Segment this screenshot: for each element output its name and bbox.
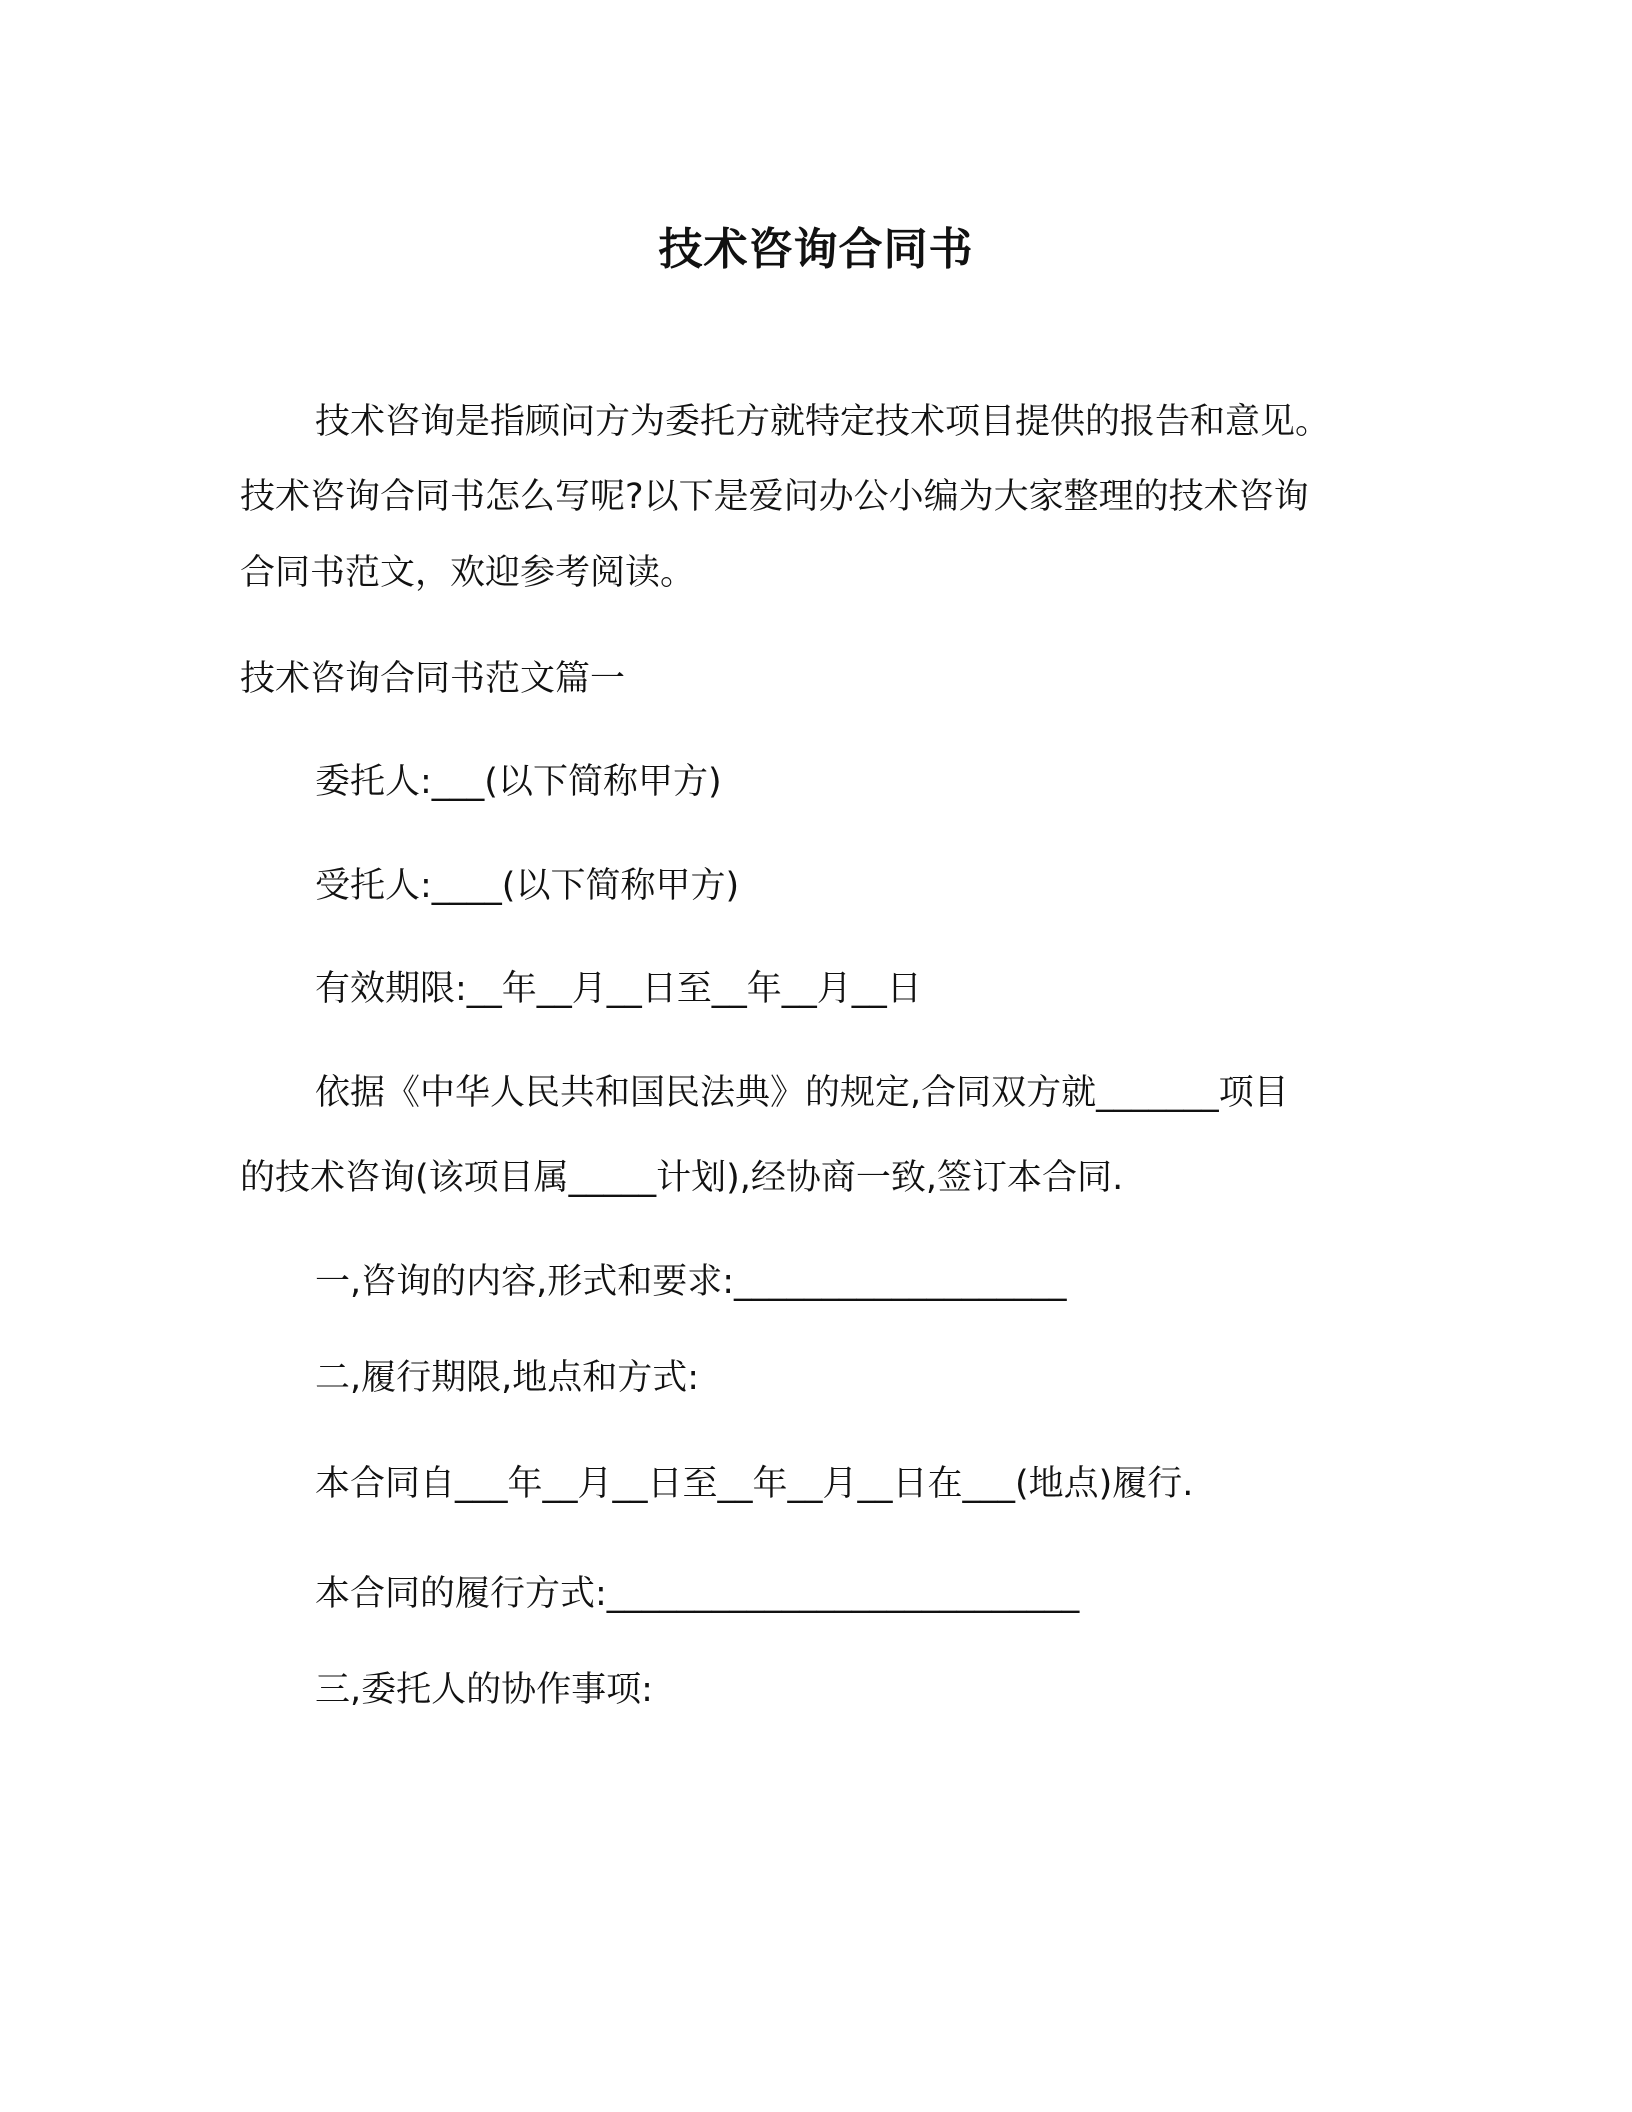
clause-1: 一,咨询的内容,形式和要求:___________________: [315, 1262, 1067, 1302]
intro-line-2: 技术咨询合同书怎么写呢?以下是爱问办公小编为大家整理的技术咨询: [240, 477, 1309, 517]
basis-line-2: 的技术咨询(该项目属_____计划),经协商一致,签订本合同.: [240, 1158, 1124, 1198]
intro-line-1: 技术咨询是指顾问方为委托方就特定技术项目提供的报告和意见。: [315, 402, 1331, 442]
basis-line-1: 依据《中华人民共和国民法典》的规定,合同双方就_______项目: [315, 1073, 1289, 1113]
method-line: 本合同的履行方式:___________________________: [315, 1574, 1080, 1614]
term-line: 本合同自___年__月__日至__年__月__日在___(地点)履行.: [315, 1464, 1194, 1504]
trustee-line: 受托人:____(以下简称甲方): [315, 866, 740, 906]
validity-line: 有效期限:__年__月__日至__年__月__日: [315, 969, 922, 1009]
section-heading: 技术咨询合同书范文篇一: [240, 659, 626, 699]
clause-2: 二,履行期限,地点和方式:: [315, 1358, 700, 1398]
client-line: 委托人:___(以下简称甲方): [315, 762, 722, 802]
document-title: 技术咨询合同书: [658, 224, 974, 275]
clause-3: 三,委托人的协作事项:: [315, 1670, 653, 1710]
intro-line-3: 合同书范文，欢迎参考阅读。: [240, 553, 696, 593]
